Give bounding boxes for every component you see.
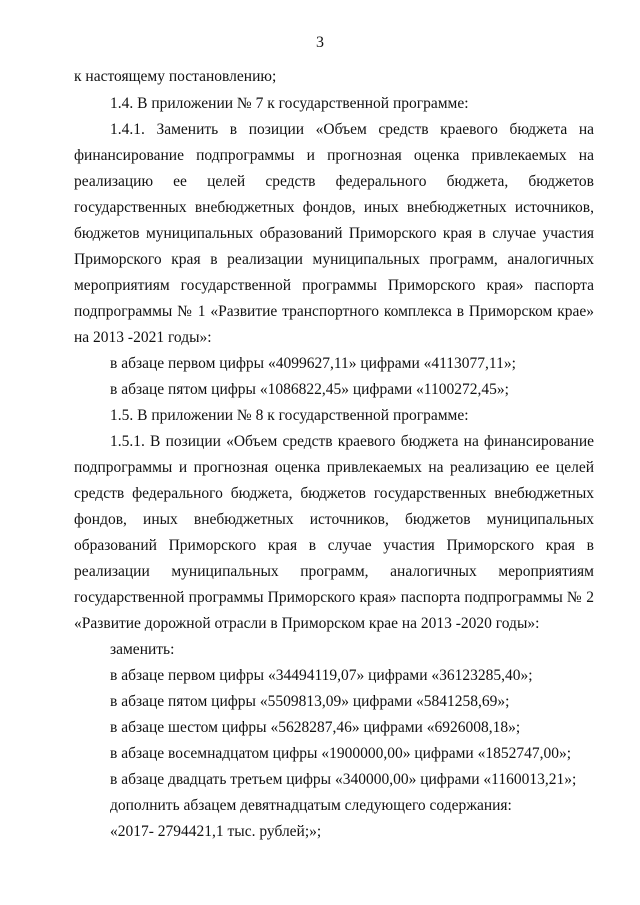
text-line: 1.4.1. Заменить в позиции «Объем средств краевого бюджета на: [110, 121, 594, 138]
text-line: фондов, иных внебюджетных источников, бюджетов муниципальных: [74, 511, 594, 528]
text-line: бюджетов муниципальных образований Приморского края в случае участия: [74, 225, 594, 242]
text-line: подпрограммы № 1 «Развитие транспортного комплекса в Приморском крае»: [74, 303, 594, 320]
text-line: государственных внебюджетных фондов, иных внебюджетных источников,: [74, 199, 594, 216]
text-line: образований Приморского края в случае участия Приморского края в: [74, 537, 594, 554]
text-line: подпрограммы и прогнозная оценка привлекаемых на реализацию ее целей: [74, 459, 594, 476]
text-line: дополнить абзацем девятнадцатым следующего содержания:: [110, 797, 512, 814]
text-line: заменить:: [110, 641, 175, 658]
text-line: государственной программы Приморского края» паспорта подпрограммы № 2: [74, 589, 594, 606]
text-line: 1.5. В приложении № 8 к государственной программе:: [110, 407, 469, 424]
text-line: средств федерального бюджета, бюджетов государственных внебюджетных: [74, 485, 594, 502]
text-line: в абзаце шестом цифры «5628287,46» цифрами «6926008,18»;: [110, 719, 521, 736]
text-line: мероприятиям государственной программы Приморского края» паспорта: [74, 277, 594, 294]
text-line: финансирование подпрограммы и прогнозная оценка привлекаемых на: [74, 147, 594, 164]
text-line: в абзаце первом цифры «34494119,07» цифрами «36123285,40»;: [110, 667, 533, 684]
text-line: «Развитие дорожной отрасли в Приморском крае на 2013 -2020 годы»:: [74, 615, 540, 632]
text-line: «2017- 2794421,1 тыс. рублей;»;: [110, 823, 322, 840]
text-line: реализации муниципальных программ, аналогичных мероприятиям: [74, 563, 594, 580]
text-line: на 2013 -2021 годы»:: [74, 329, 212, 346]
text-line: в абзаце первом цифры «4099627,11» цифрами «4113077,11»;: [110, 355, 516, 372]
page-number: 3: [316, 34, 324, 51]
text-line: в абзаце пятом цифры «1086822,45» цифрами «1100272,45»;: [110, 381, 509, 398]
text-line: в абзаце пятом цифры «5509813,09» цифрами «5841258,69»;: [110, 693, 510, 710]
text-line: к настоящему постановлению;: [74, 68, 277, 85]
text-line: 1.5.1. В позиции «Объем средств краевого бюджета на финансирование: [110, 433, 594, 450]
text-line: в абзаце восемнадцатом цифры «1900000,00» цифрами «1852747,00»;: [110, 745, 572, 762]
text-line: реализацию ее целей средств федерального бюджета, бюджетов: [74, 173, 594, 190]
text-line: 1.4. В приложении № 7 к государственной программе:: [110, 95, 469, 112]
text-line: в абзаце двадцать третьем цифры «340000,00» цифрами «1160013,21»;: [110, 771, 577, 788]
text-line: Приморского края в реализации муниципальных программ, аналогичных: [74, 251, 594, 268]
